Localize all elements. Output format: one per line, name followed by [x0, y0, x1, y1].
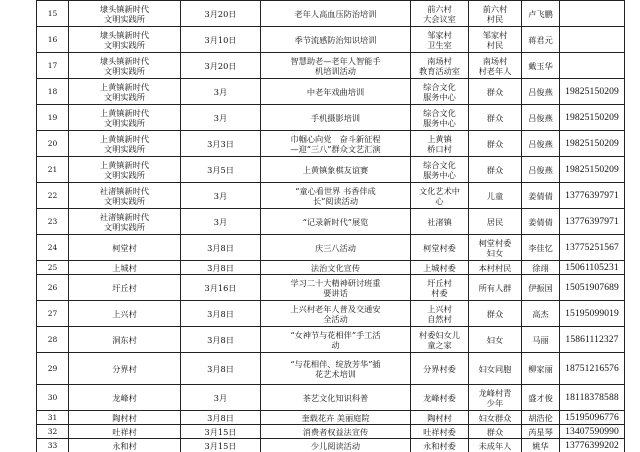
- phone-number-cell: 19825150209: [560, 157, 625, 183]
- row-number-cell: 17: [37, 53, 69, 79]
- location-cell: 上黄镇新时代 文明实践所: [69, 157, 181, 183]
- activity-cell: 学习二十大精神研讨班重 要讲话: [261, 275, 411, 301]
- venue-cell: 南场村 教育活动室: [411, 53, 469, 79]
- phone-number-cell: [560, 27, 625, 53]
- table-body: [37, 1, 625, 452]
- venue-cell: 圩丘村 村委: [411, 275, 469, 301]
- phone-number-cell: 15051907689: [560, 275, 625, 301]
- venue-cell: 上城村委: [411, 261, 469, 275]
- venue-cell: 综合文化 服务中心: [411, 79, 469, 105]
- audience-cell: 柯堂村委 妇女: [469, 235, 522, 261]
- location-cell: 埭头镇新时代 文明实践所: [69, 53, 181, 79]
- location-cell: 上城村: [69, 261, 181, 275]
- phone-number-cell: 19825150209: [560, 131, 625, 157]
- location-cell: 社渚镇新时代 文明实践所: [69, 183, 181, 209]
- activity-cell: 法治文化宣传: [261, 261, 411, 275]
- location-cell: 分界村: [69, 353, 181, 385]
- location-cell: 龙峰村: [69, 385, 181, 411]
- table-row: [37, 353, 625, 385]
- phone-number-cell: 15061105231: [560, 261, 625, 275]
- venue-cell: 社渚镇: [411, 209, 469, 235]
- activity-cell: 智慧助老—老年人智能手 机培训活动: [261, 53, 411, 79]
- activity-cell: “记录新时代”展览: [261, 209, 411, 235]
- date-cell: 3月10日: [181, 27, 261, 53]
- table-row: [37, 79, 625, 105]
- audience-cell: 儿童: [469, 183, 522, 209]
- phone-number-cell: 13775251567: [560, 235, 625, 261]
- audience-cell: 群众: [469, 105, 522, 131]
- contact-person-cell: 戴玉华: [522, 53, 560, 79]
- row-number-cell: 22: [37, 183, 69, 209]
- venue-cell: 龙峰村委: [411, 385, 469, 411]
- audience-cell: 妇女群众: [469, 411, 522, 425]
- row-number-cell: 23: [37, 209, 69, 235]
- row-number-cell: 18: [37, 79, 69, 105]
- activity-cell: 季节流感防治知识培训: [261, 27, 411, 53]
- phone-number-cell: [560, 53, 625, 79]
- date-cell: 3月8日: [181, 261, 261, 275]
- location-cell: 上兴村: [69, 301, 181, 327]
- table-row: [37, 1, 625, 27]
- contact-person-cell: 姜倩倩: [522, 183, 560, 209]
- phone-number-cell: 15195096776: [560, 411, 625, 425]
- contact-person-cell: 柳家丽: [522, 353, 560, 385]
- phone-number-cell: 18118378588: [560, 385, 625, 411]
- contact-person-cell: 胡浩伦: [522, 411, 560, 425]
- venue-cell: 吐祥村委: [411, 425, 469, 439]
- contact-person-cell: 姜倩倩: [522, 209, 560, 235]
- activity-cell: “女神节与花相伴”手工活 动: [261, 327, 411, 353]
- venue-cell: 上黄镇 桥口村: [411, 131, 469, 157]
- audience-cell: 未成年人: [469, 439, 522, 452]
- venue-cell: 永和村委: [411, 439, 469, 452]
- row-number-cell: 33: [37, 439, 69, 452]
- location-cell: 社渚镇新时代 文明实践所: [69, 209, 181, 235]
- row-number-cell: 20: [37, 131, 69, 157]
- date-cell: 3月8日: [181, 411, 261, 425]
- date-cell: 3月15日: [181, 439, 261, 452]
- audience-cell: 妇女同胞: [469, 353, 522, 385]
- row-number-cell: 30: [37, 385, 69, 411]
- row-number-cell: 25: [37, 261, 69, 275]
- row-number-cell: 27: [37, 301, 69, 327]
- audience-cell: 群众: [469, 425, 522, 439]
- activity-cell: 茶艺文化知识科普: [261, 385, 411, 411]
- date-cell: 3月8日: [181, 327, 261, 353]
- phone-number-cell: 15195099019: [560, 301, 625, 327]
- location-cell: 陶村村: [69, 411, 181, 425]
- date-cell: 3月20日: [181, 1, 261, 27]
- row-number-cell: 24: [37, 235, 69, 261]
- audience-cell: 前六村 村民: [469, 1, 522, 27]
- location-cell: 圩丘村: [69, 275, 181, 301]
- date-cell: 3月: [181, 105, 261, 131]
- activity-cell: 老年人高血压防治培训: [261, 1, 411, 27]
- table-row: [37, 385, 625, 411]
- date-cell: 3月3日: [181, 131, 261, 157]
- date-cell: 3月: [181, 209, 261, 235]
- row-number-cell: 26: [37, 275, 69, 301]
- audience-cell: 龙峰村青 少年: [469, 385, 522, 411]
- date-cell: 3月8日: [181, 353, 261, 385]
- activity-cell: “与花相伴、绽放芳华”插 花艺术培训: [261, 353, 411, 385]
- audience-cell: 群众: [469, 79, 522, 105]
- table-row: [37, 131, 625, 157]
- contact-person-cell: 李佳忆: [522, 235, 560, 261]
- phone-number-cell: 13776397971: [560, 183, 625, 209]
- table-row: [37, 209, 625, 235]
- contact-person-cell: 卢飞鹏: [522, 1, 560, 27]
- venue-cell: 上兴村 自然村: [411, 301, 469, 327]
- date-cell: 3月8日: [181, 301, 261, 327]
- contact-person-cell: 徐翊: [522, 261, 560, 275]
- contact-person-cell: 芮星琴: [522, 425, 560, 439]
- phone-number-cell: 18751216576: [560, 353, 625, 385]
- audience-cell: 群众: [469, 131, 522, 157]
- location-cell: 洞东村: [69, 327, 181, 353]
- location-cell: 柯堂村: [69, 235, 181, 261]
- contact-person-cell: 马丽: [522, 327, 560, 353]
- venue-cell: 前六村 大会议室: [411, 1, 469, 27]
- activity-cell: 手机摄影培训: [261, 105, 411, 131]
- table-row: [37, 411, 625, 425]
- row-number-cell: 19: [37, 105, 69, 131]
- table-row: [37, 235, 625, 261]
- venue-cell: 综合文化 服务中心: [411, 157, 469, 183]
- venue-cell: 村委妇女儿 童之家: [411, 327, 469, 353]
- activity-cell: 上兴村老年人普及交通安 全活动: [261, 301, 411, 327]
- activity-cell: 巾帼心向党 奋斗新征程 —迎“三八”群众文艺汇演: [261, 131, 411, 157]
- table-row: [37, 301, 625, 327]
- audience-cell: 妇女: [469, 327, 522, 353]
- audience-cell: 南场村 村老年人: [469, 53, 522, 79]
- venue-cell: 邹家村 卫生室: [411, 27, 469, 53]
- date-cell: 3月20日: [181, 53, 261, 79]
- date-cell: 3月15日: [181, 425, 261, 439]
- contact-person-cell: 盛才俊: [522, 385, 560, 411]
- date-cell: 3月8日: [181, 235, 261, 261]
- audience-cell: 本村村民: [469, 261, 522, 275]
- table-row: [37, 27, 625, 53]
- activity-schedule-table: [36, 0, 625, 452]
- date-cell: 3月: [181, 385, 261, 411]
- table-row: [37, 425, 625, 439]
- audience-cell: 邹家村 村民: [469, 27, 522, 53]
- row-number-cell: 32: [37, 425, 69, 439]
- venue-cell: 文化艺术中 心: [411, 183, 469, 209]
- venue-cell: 陶村村: [411, 411, 469, 425]
- row-number-cell: 28: [37, 327, 69, 353]
- table-row: [37, 327, 625, 353]
- date-cell: 3月16日: [181, 275, 261, 301]
- audience-cell: 群众: [469, 301, 522, 327]
- contact-person-cell: 姚华: [522, 439, 560, 452]
- table-row: [37, 183, 625, 209]
- contact-person-cell: 高杰: [522, 301, 560, 327]
- venue-cell: 分界村委: [411, 353, 469, 385]
- activity-cell: 上黄镇象棋友谊赛: [261, 157, 411, 183]
- phone-number-cell: 19825150209: [560, 79, 625, 105]
- table-row: [37, 105, 625, 131]
- phone-number-cell: 15861112327: [560, 327, 625, 353]
- venue-cell: 综合文化 服务中心: [411, 105, 469, 131]
- contact-person-cell: 吕俊燕: [522, 157, 560, 183]
- location-cell: 上黄镇新时代 文明实践所: [69, 131, 181, 157]
- row-number-cell: 21: [37, 157, 69, 183]
- row-number-cell: 16: [37, 27, 69, 53]
- date-cell: 3月: [181, 183, 261, 209]
- location-cell: 埭头镇新时代 文明实践所: [69, 1, 181, 27]
- activity-cell: 庆三八活动: [261, 235, 411, 261]
- venue-cell: 柯堂村委: [411, 235, 469, 261]
- audience-cell: 所有人群: [469, 275, 522, 301]
- activity-cell: 消费者权益法宣传: [261, 425, 411, 439]
- audience-cell: 居民: [469, 209, 522, 235]
- location-cell: 上黄镇新时代 文明实践所: [69, 79, 181, 105]
- contact-person-cell: 伊振国: [522, 275, 560, 301]
- table-row: [37, 157, 625, 183]
- activity-cell: 中老年戏曲培训: [261, 79, 411, 105]
- table-row: [37, 275, 625, 301]
- contact-person-cell: 吕俊燕: [522, 105, 560, 131]
- activity-cell: 奎载花卉 美丽庭院: [261, 411, 411, 425]
- row-number-cell: 29: [37, 353, 69, 385]
- contact-person-cell: 蒋君元: [522, 27, 560, 53]
- activity-cell: 少儿阅读活动: [261, 439, 411, 452]
- contact-person-cell: 吕俊燕: [522, 79, 560, 105]
- date-cell: 3月5日: [181, 157, 261, 183]
- phone-number-cell: 13776399202: [560, 439, 625, 452]
- location-cell: 上黄镇新时代 文明实践所: [69, 105, 181, 131]
- table-row: [37, 439, 625, 452]
- date-cell: 3月: [181, 79, 261, 105]
- activity-cell: “童心看世界 书香伴成 长”阅读活动: [261, 183, 411, 209]
- contact-person-cell: 吕俊燕: [522, 131, 560, 157]
- row-number-cell: 31: [37, 411, 69, 425]
- location-cell: 吐祥村: [69, 425, 181, 439]
- table-row: [37, 261, 625, 275]
- phone-number-cell: [560, 1, 625, 27]
- row-number-cell: 15: [37, 1, 69, 27]
- audience-cell: 群众: [469, 157, 522, 183]
- location-cell: 埭头镇新时代 文明实践所: [69, 27, 181, 53]
- phone-number-cell: 13407590990: [560, 425, 625, 439]
- phone-number-cell: 13776397971: [560, 209, 625, 235]
- table-row: [37, 53, 625, 79]
- phone-number-cell: 19825150209: [560, 105, 625, 131]
- location-cell: 永和村: [69, 439, 181, 452]
